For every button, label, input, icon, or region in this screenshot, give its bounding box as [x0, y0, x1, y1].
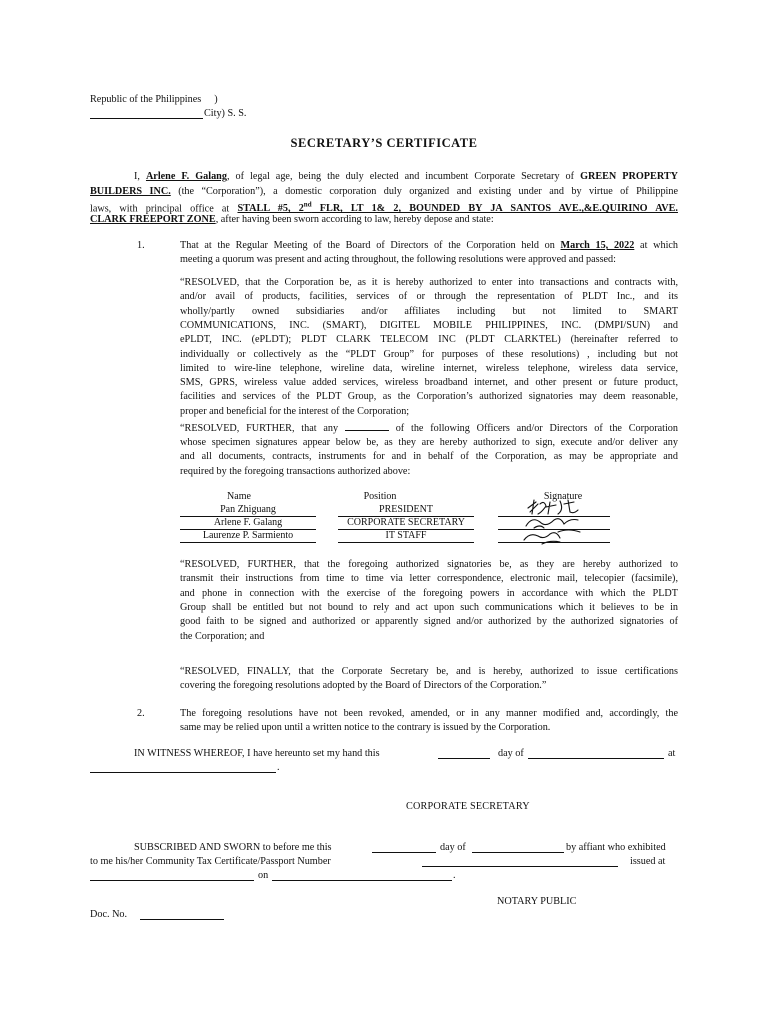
res4-line: covering the foregoing resolutions adopted by the Board of Directors of the Corporation.” [180, 680, 547, 692]
res2-line: and all documents, contracts, instruments for and in behalf of the Corporation, as may be appropriate and [180, 451, 678, 463]
sworn-month-blank [472, 852, 564, 853]
address-2: FLR, LT 1& 2, BOUNDED BY JA SANTOS AVE.,&E.QUIRINO AVE. [311, 203, 678, 215]
sworn-text: SUBSCRIBED AND SWORN to before me this [134, 842, 332, 853]
res1-line: ePLDT, INC. (ePLDT); PLDT CLARK TELECOM INC (PLDT CLARKTEL) (hereinafter referred to [180, 334, 678, 346]
res3-line: good faith to be signed and authorized or apparently signed and/or authorized by the authorized signatories of [180, 616, 678, 628]
company-name: GREEN PROPERTY [580, 171, 678, 182]
witness-text: IN WITNESS WHEREOF, I have hereunto set my hand this [134, 748, 380, 759]
ctc-number-blank [422, 866, 618, 867]
sworn-day-of: day of [440, 842, 466, 853]
res1-line: proper and beneficial for the interest of the Corporation; [180, 405, 410, 417]
res3-line: the Corporation; and [180, 630, 265, 642]
day-blank [438, 758, 490, 759]
doc-no-blank [140, 919, 224, 920]
signatory-name: Arlene F. Galang [180, 517, 316, 530]
res3-line: transmit their instructions from time to time via letter correspondence, electronic mail, telecopier (facsimile), [180, 573, 678, 585]
res4-line: “RESOLVED, FINALLY, that the Corporate Secretary be, and is hereby, authorized to issue certifications [180, 666, 678, 677]
intro-text: , after having been sworn according to law, hereby depose and state: [215, 214, 494, 225]
meeting-date: March 15, 2022 [560, 240, 635, 251]
res1-line: wholly/partly owned subsidiaries and/or affiliates including but not limited to SMART [180, 305, 678, 317]
resolution-2-line-1 [180, 421, 678, 436]
item-1-text: at which [634, 240, 679, 251]
paren: ) [214, 94, 218, 105]
republic-text: Republic of the Philippines [90, 94, 202, 105]
res1-line: individually or collectively as the “PLDT Group” for purposes of these resolutions) , including but not [180, 348, 678, 360]
place-blank [90, 772, 276, 773]
header-signature: Signature [543, 491, 583, 502]
res1-line: COMMUNICATIONS, INC. (SMART), DIGITEL MOBILE PHILIPPINES, INC. (DMPI/SUN) and [180, 319, 678, 331]
sworn-on: on [258, 870, 269, 881]
issued-place-blank [90, 880, 254, 881]
intro-text: (the “Corporation”), a domestic corporation duly organized and existing under and by virtue of Philippine [170, 186, 678, 197]
handwritten-signatures-icon [520, 498, 590, 546]
item-2-number: 2. [137, 708, 145, 719]
res1-line: SMS, GPRS, wireless value added services, wireless broadband internet, and other present or future product, [180, 377, 678, 389]
item-1-line-2: meeting a quorum was present and acting throughout, the following resolutions were approved and passed: [180, 254, 616, 265]
intro-line-4 [90, 212, 494, 227]
res1-line: limited to wire-line telephone, wireline data, wireline internet, wireless telephone, wireless data service, [180, 362, 678, 374]
company-name-cont: BUILDERS INC. [90, 186, 171, 197]
corporate-secretary-label: CORPORATE SECRETARY [406, 801, 530, 812]
intro-text: I, [134, 171, 146, 182]
intro-line-2 [90, 184, 678, 199]
address-sup: nd [303, 201, 312, 209]
page-title: SECRETARY’S CERTIFICATE [290, 136, 478, 150]
issued-date-blank [272, 880, 452, 881]
city-blank [90, 118, 203, 119]
res2-line: required by the foregoing transactions authorized above: [180, 465, 411, 477]
signatory-position: IT STAFF [338, 530, 474, 543]
doc-no-label: Doc. No. [90, 909, 128, 920]
res1-line: facilities and services of the PLDT Group, as the Corporation’s authorized signatories may deem reasonable, [180, 391, 678, 403]
signatory-name: Pan Zhiguang [180, 504, 316, 517]
signatory-position: PRESIDENT [338, 504, 474, 517]
res-2-text: of the following Officers and/or Directors of the Corporation [388, 423, 678, 434]
res1-line: “RESOLVED, that the Corporation be, as it is hereby authorized to enter into transactions and contracts with, [180, 277, 678, 288]
address-1: STALL #5, 2 [237, 203, 304, 215]
res3-line: “RESOLVED, FURTHER, that the foregoing authorized signatories be, as they are hereby authorized to [180, 559, 678, 570]
header-name: Name [227, 491, 251, 502]
signatory-name: Laurenze P. Sarmiento [180, 530, 316, 543]
header-position: Position [363, 491, 397, 502]
signatory-position: CORPORATE SECRETARY [338, 517, 474, 530]
res-2-text: “RESOLVED, FURTHER, that any [180, 423, 345, 434]
res3-line: and phone in connection with the exercise of the foregoing powers in accordance with which the PLDT [180, 587, 678, 599]
intro-text: , of legal age, being the duly elected and incumbent Corporate Secretary of [226, 171, 581, 182]
address-3: CLARK FREEPORT ZONE [90, 214, 216, 225]
secretary-name: Arlene F. Galang [145, 171, 227, 182]
item-1-text: That at the Regular Meeting of the Board of Directors of the Corporation held on [180, 240, 561, 251]
witness-day-of: day of [498, 748, 524, 759]
witness-at: at [668, 748, 676, 759]
month-blank [528, 758, 664, 759]
sworn-ctc-text: to me his/her Community Tax Certificate/Passport Number [90, 856, 331, 867]
res1-line: and/or avail of products, facilities, services of or through the representation of PLDT Inc., and its [180, 291, 678, 303]
blank-any [345, 421, 389, 431]
sworn-day-blank [372, 852, 436, 853]
city-text: City) S. S. [204, 108, 247, 119]
sworn-affiant: by affiant who exhibited [566, 842, 666, 853]
intro-line-1 [134, 169, 678, 184]
item-1-number: 1. [137, 240, 145, 251]
republic-line [90, 92, 218, 107]
res2-line: whose specimen signatures appear below be, as they are hereby authorized to sign, execute and/or deliver any [180, 437, 678, 448]
witness-end: . [277, 762, 280, 773]
sworn-issued-at: issued at [630, 856, 666, 867]
sworn-end: . [453, 870, 456, 881]
res3-line: Group shall be entitled but not bound to rely and act upon such communications which it believes to be in [180, 601, 678, 613]
notary-public-label: NOTARY PUBLIC [497, 896, 577, 907]
item-2-line-1: The foregoing resolutions have not been revoked, amended, or in any manner modified and, accordingly, the [180, 708, 678, 719]
item-1-line-1 [180, 238, 678, 253]
intro-text: laws, with principal office at [90, 203, 238, 215]
item-2-line-2: same may be relied upon until a written notice to the contrary is issued by the Corporation. [180, 722, 551, 733]
